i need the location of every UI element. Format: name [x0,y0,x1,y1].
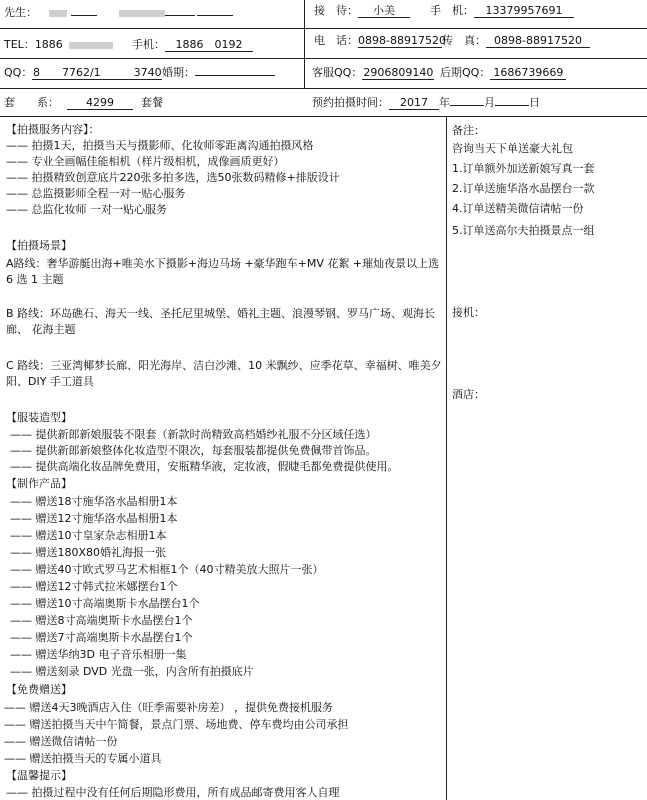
mobile-value: 13379957691 [474,4,574,18]
note-item: 2.订单送施华洛水晶摆台一款 [452,182,595,195]
note-item: 4.订单送精美微信请帖一份 [452,202,584,215]
reception-field [314,4,410,18]
reception-label: 接 待： [314,4,358,17]
divider [0,88,647,89]
product-item: —— 赠送40寸欧式罗马艺术相框1个（40寸精美放大照片一张） [10,563,324,576]
product-item: —— 赠送7寸高端奥斯卡水晶摆台1个 [10,631,193,644]
product-item: —— 赠送12寸韩式拉米娜摆台1个 [10,580,178,593]
product-item: —— 赠送8寸高端奥斯卡水晶摆台1个 [10,614,193,627]
notes-label: 备注： [452,124,485,137]
wedding-date-field: 婚期： [162,66,275,80]
tips-item: —— 拍摄过程中没有任何后期隐形费用，所有成品邮寄费用客人自理 [6,786,340,799]
product-item: —— 赠送10寸高端奥斯卡水晶摆台1个 [10,597,200,610]
free-title: 【免费赠送】 [6,683,72,696]
divider [0,116,647,117]
tips-title: 【温馨提示】 [6,769,72,782]
service-item: —— 专业全画幅佳能相机（样片级相机，成像画质更好） [6,155,285,168]
scene-route-a: A路线：奢华游艇出海+唯美水下摄影+海边马场 +豪华跑车+MV 花絮 +璀灿夜景以上选 6 选 1 主题 [6,257,440,286]
scenes-title: 【拍摄场景】 [6,239,72,252]
free-item: —— 赠送4天3晚酒店入住（旺季需要补房差） ，提供免费接机服务 [4,701,333,714]
service-item: —— 总监摄影师全程一对一贴心服务 [6,187,186,200]
hotel-label: 酒店： [452,388,485,401]
phone-field: 电 话：0898-88917520 [314,34,446,47]
booking-date-field: 预约拍摄时间： 2017 年 月 日 [312,96,540,109]
scene-route-b: B 路线：环岛礁石、海天一线、圣托尼里城堡、婚礼主题、浪漫琴钢、罗马广场、观海长廊、 花海主题 [6,307,436,336]
free-item: —— 赠送拍摄当天中午简餐，景点门票、场地费、停车费均由公司承担 [4,718,349,731]
product-item: —— 赠送刻录 DVD 光盘一张，内含所有拍摄底片 [10,665,254,678]
service-item: —— 总监化妆师 一对一贴心服务 [6,203,167,216]
fax-field: 传 真： 0898-88917520 [442,34,590,48]
after-qq-field: 后期QQ： 1686739669 [440,66,566,80]
divider [304,0,305,88]
scene-route-c: C 路线：三亚湾椰梦长廊、阳光海岸、洁白沙滩、10 米飘纱、应季花草、幸福树、唯美夕阳、DIY 手工道具 [6,359,442,388]
product-item: —— 赠送华纳3D 电子音乐相册一集 [10,648,187,661]
tel-field: TEL：1886 [4,38,113,52]
free-item: —— 赠送拍摄当天的专属小道具 [4,752,162,765]
reception-value: 小美 [358,4,410,18]
cs-qq-field: 客服QQ：2906809140 [312,66,434,79]
divider [0,58,647,59]
services-title: 【拍摄服务内容】： [6,123,100,136]
package-field: 套 系： 4299 套餐 [4,96,163,109]
qq-field: QQ：8 7762/1 3740 [4,66,162,79]
notes-intro: 咨询当天下单送豪大礼包 [452,142,573,155]
divider [446,116,447,800]
free-item: —— 赠送微信请帖一份 [4,735,118,748]
customer-name-field: 先生： [4,6,233,20]
costume-item: —— 提供高端化妆品牌免费用，安瓶精华液，定妆液，假睫毛都免费提供使用。 [10,460,399,473]
product-item: —— 赠送10寸皇家杂志相册1本 [10,529,167,542]
divider [0,28,647,29]
costume-title: 【服装造型】 [6,411,72,424]
mobile-field [430,4,574,18]
products-title: 【制作产品】 [6,477,72,490]
product-item: —— 赠送18寸施华洛水晶相册1本 [10,495,178,508]
product-item: —— 赠送12寸施华洛水晶相册1本 [10,512,178,525]
tel-value: 1886 [34,38,63,51]
note-item: 5.订单送高尔夫拍摄景点一组 [452,224,595,237]
mobile2-field: 手机： 1886 0192 [132,38,253,52]
pickup-label: 接机： [452,306,485,319]
service-item: —— 拍摄1天，拍摄当天与摄影师、化妆师零距离沟通拍摄风格 [6,139,314,152]
costume-item: —— 提供新郎新娘整体化妆造型不限次，每套服装都提供免费佩带首饰品。 [10,444,377,457]
costume-item: —— 提供新郎新娘服装不限套（新款时尚精致高档婚纱礼服不分区域任选） [10,428,377,441]
mobile-label: 手 机： [430,4,474,17]
service-item: —— 拍摄精致创意底片220张多拍多选，选50张数码精修+排版设计 [6,171,340,184]
product-item: —— 赠送180X80婚礼海报一张 [10,546,167,559]
note-item: 1.订单额外加送新娘写真一套 [452,162,595,175]
